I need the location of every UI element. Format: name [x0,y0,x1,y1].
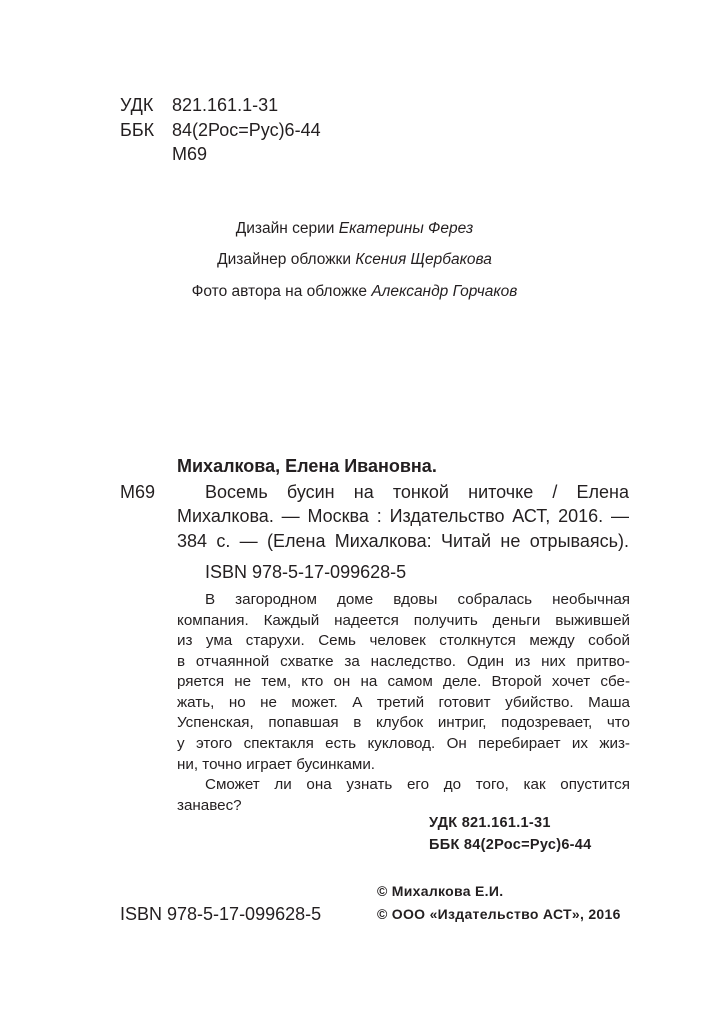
annotation-line: Сможет ли она узнать его до того, как опустится [205,776,630,793]
author-mark: М69 [172,144,208,164]
credit-prefix: Фото автора на обложке [191,283,372,300]
copyright-publisher: © ООО «Издательство АСТ», 2016 [377,906,621,922]
annotation-line: у этого спектакля есть кукловод. Он перебирает их жиз- [177,735,630,752]
credit-cover-designer [0,252,709,268]
credit-name: Екатерины Ферез [338,220,474,237]
record-bbk: ББК 84(2Рос=Рус)6-44 [429,837,592,853]
udk-line [120,96,278,114]
record-title-line: Михалкова. — Москва : Издательство АСТ, 2016. — [177,506,629,526]
udk-value: 821.161.1-31 [172,95,279,115]
footer-isbn: ISBN 978-5-17-099628-5 [120,904,322,924]
credit-series-design [0,221,709,237]
annotation-line: ряется не тем, кто он на самом деле. Второй хочет сбе- [177,673,630,690]
bbk-label: ББК [120,120,155,140]
annotation-line: ни, точно играет бусинками. [177,756,376,773]
record-isbn: ISBN 978-5-17-099628-5 [205,562,407,582]
record-title-line: Восемь бусин на тонкой ниточке / Елена [205,482,629,502]
credit-name: Ксения Щербакова [355,251,492,268]
record-mark: М69 [120,482,156,502]
record-author-heading: Михалкова, Елена Ивановна. [177,456,437,476]
annotation-line: из ума старухи. Семь человек столкнутся между собой [177,632,630,649]
annotation-line: компания. Каждый надеется получить деньги выжившей [177,612,630,629]
record-title-line: 384 с. — (Елена Михалкова: Читай не отрываясь). [177,531,629,551]
bbk-line [120,121,321,139]
annotation-line: Успенская, попавшая в клубок интриг, подозревает, что [177,714,630,731]
credit-prefix: Дизайн серии [235,220,339,237]
record-udk: УДК 821.161.1-31 [429,815,551,831]
credit-name: Александр Горчаков [371,283,518,300]
credit-prefix: Дизайнер обложки [217,251,356,268]
annotation-line: занавес? [177,797,242,814]
annotation-line: жать, но не может. А третий готовит убийство. Маша [177,694,630,711]
annotation-line: В загородном доме вдовы собралась необычная [205,591,630,608]
udk-label: УДК [120,95,154,115]
credit-author-photo [0,284,709,300]
annotation-line: в отчаянной схватке за наследство. Один из них притво- [177,653,630,670]
bbk-value: 84(2Рос=Рус)6-44 [172,120,321,140]
copyright-author: © Михалкова Е.И. [377,883,504,899]
